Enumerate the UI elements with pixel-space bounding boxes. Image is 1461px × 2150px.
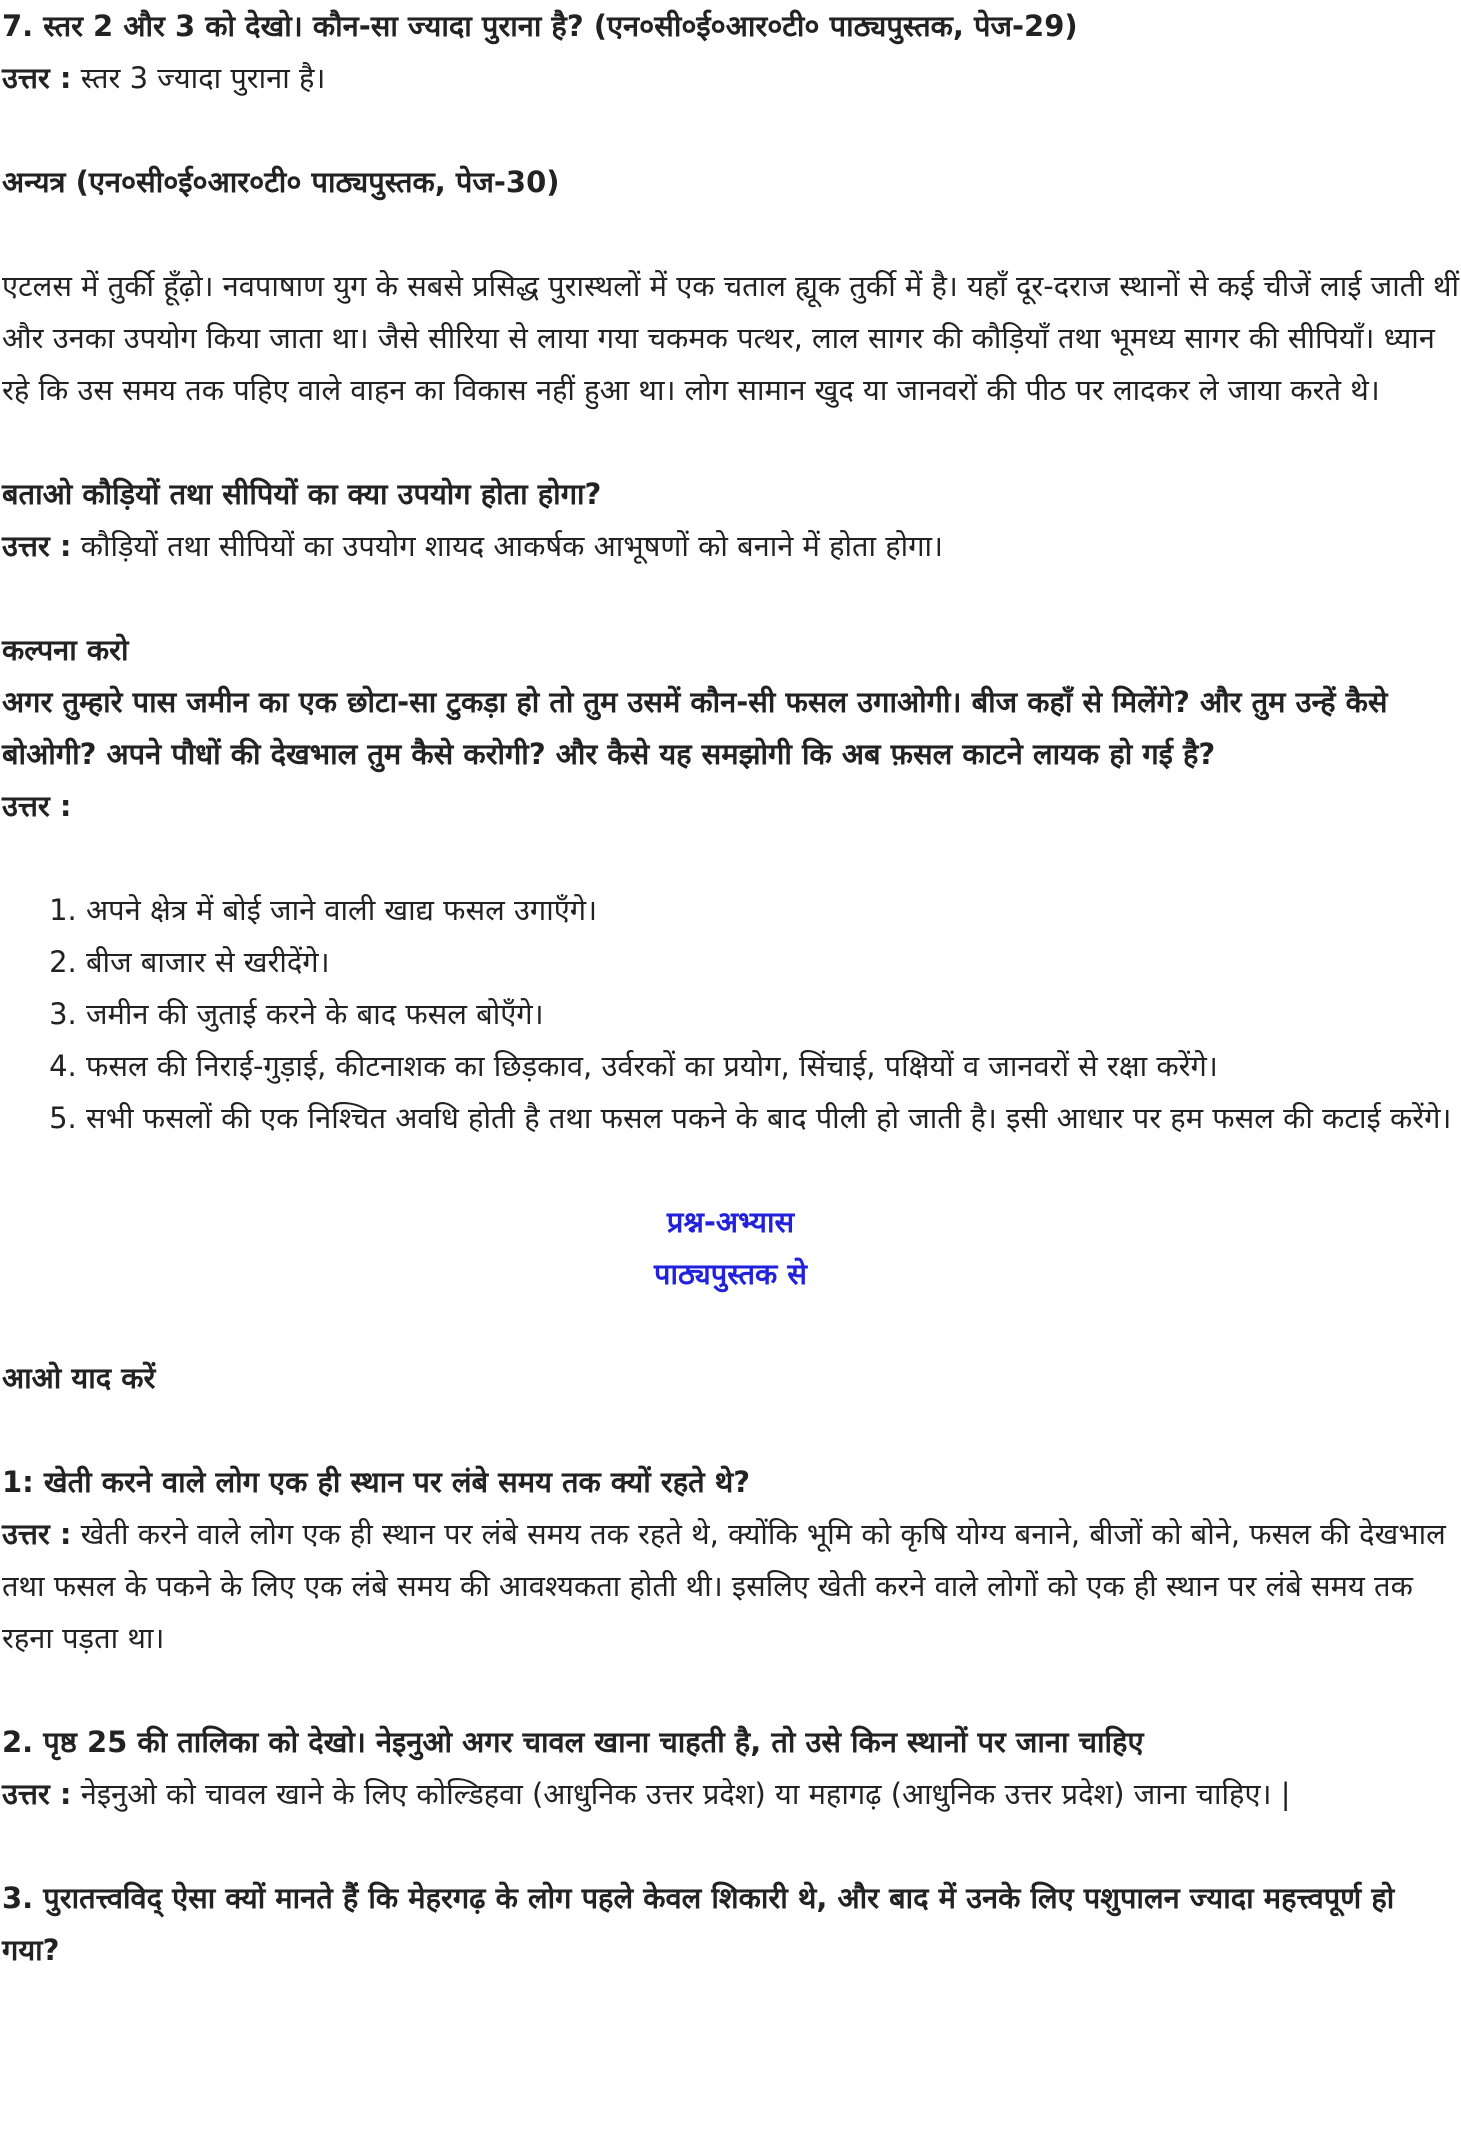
list-item: 5. सभी फसलों की एक निश्चित अवधि होती है तथा फसल पकने के बाद पीली हो जाती है। इसी आधार पर हम फसल की कटाई करेंगे। xyxy=(86,1092,1459,1144)
cowries-answer xyxy=(2,520,1459,572)
answer-7 xyxy=(2,52,1459,104)
imagine-question: अगर तुम्हारे पास जमीन का एक छोटा-सा टुकड़ा हो तो तुम उसमें कौन-सी फसल उगाओगी। बीज कहाँ से मिलेंगे? और तुम उन्हें कैसे बोओगी? अपने पौधों की देखभाल तुम कैसे करोगी? और कैसे यह समझोगी कि अब फ़सल काटने लायक हो गई है? xyxy=(2,685,1388,771)
exercise-question-1: 1: खेती करने वाले लोग एक ही स्थान पर लंबे समय तक क्यों रहते थे? xyxy=(2,1465,751,1499)
cowries-question: बताओ कौड़ियों तथा सीपियों का क्या उपयोग होता होगा? xyxy=(2,477,602,511)
elsewhere-heading: अन्यत्र (एन०सी०ई०आर०टी० पाठ्यपुस्तक, पेज-30) xyxy=(2,165,560,199)
answer-text: कौड़ियों तथा सीपियों का उपयोग शायद आकर्षक आभूषणों को बनाने में होता होगा। xyxy=(71,529,944,563)
answer-text: नेइनुओ को चावल खाने के लिए कोल्डिहवा (आधुनिक उत्तर प्रदेश) या महागढ़ (आधुनिक उत्तर प्रदेश) जाना चाहिए। | xyxy=(71,1777,1291,1811)
answer-label: उत्तर : xyxy=(2,61,72,95)
answer-text: खेती करने वाले लोग एक ही स्थान पर लंबे समय तक रहते थे, क्योंकि भूमि को कृषि योग्य बनाने, बीजों को बोने, फसल की देखभाल तथा फसल के पकने के लिए एक लंबे समय की आवश्यकता होती थी। इसलिए खेती करने वाले लोगों को एक ही स्थान पर लंबे समय तक रहना पड़ता था। xyxy=(2,1517,1446,1655)
exercise-title: प्रश्न-अभ्यास xyxy=(666,1205,795,1239)
list-item: 4. फसल की निराई-गुड़ाई, कीटनाशक का छिड़काव, उर्वरकों का प्रयोग, सिंचाई, पक्षियों व जानवरों से रक्षा करेंगे। xyxy=(86,1040,1459,1092)
imagine-answer-list xyxy=(2,884,1459,1144)
answer-label: उत्तर : xyxy=(2,1517,72,1551)
exercise-answer-2 xyxy=(2,1768,1459,1820)
elsewhere-paragraph: एटलस में तुर्की हूँढ़ो। नवपाषाण युग के सबसे प्रसिद्ध पुरास्थलों में एक चताल ह्यूक तुर्की में है। यहाँ दूर-दराज स्थानों से कई चीजें लाई जाती थीं और उनका उपयोग किया जाता था। जैसे सीरिया से लाया गया चकमक पत्थर, लाल सागर की कौड़ियाँ तथा भूमध्य सागर की सीपियाँ। ध्यान रहे कि उस समय तक पहिए वाले वाहन का विकास नहीं हुआ था। लोग सामान खुद या जानवरों की पीठ पर लादकर ले जाया करते थे। xyxy=(2,269,1460,407)
answer-label: उत्तर : xyxy=(2,529,72,563)
recall-heading: आओ याद करें xyxy=(2,1361,156,1395)
imagine-heading: कल्पना करो xyxy=(2,633,129,667)
exercise-subtitle: पाठ्यपुस्तक से xyxy=(654,1257,807,1291)
list-item: 3. जमीन की जुताई करने के बाद फसल बोएँगे। xyxy=(86,988,1459,1040)
list-item: 1. अपने क्षेत्र में बोई जाने वाली खाद्य फसल उगाएँगे। xyxy=(86,884,1459,936)
imagine-answer-label: उत्तर : xyxy=(2,789,72,823)
answer-label: उत्तर : xyxy=(2,1777,72,1811)
exercise-question-2: 2. पृष्ठ 25 की तालिका को देखो। नेइनुओ अगर चावल खाना चाहती है, तो उसे किन स्थानों पर जाना चाहिए xyxy=(2,1725,1144,1759)
exercise-answer-1 xyxy=(2,1508,1459,1664)
question-7: 7. स्तर 2 और 3 को देखो। कौन-सा ज्यादा पुराना है? (एन०सी०ई०आर०टी० पाठ्यपुस्तक, पेज-29) xyxy=(2,9,1078,43)
exercise-question-3: 3. पुरातत्त्वविद् ऐसा क्यों मानते हैं कि मेहरगढ़ के लोग पहले केवल शिकारी थे, और बाद में उनके लिए पशुपालन ज्यादा महत्त्वपूर्ण हो गया? xyxy=(2,1881,1395,1967)
list-item: 2. बीज बाजार से खरीदेंगे। xyxy=(86,936,1459,988)
answer-text: स्तर 3 ज्यादा पुराना है। xyxy=(71,61,326,95)
